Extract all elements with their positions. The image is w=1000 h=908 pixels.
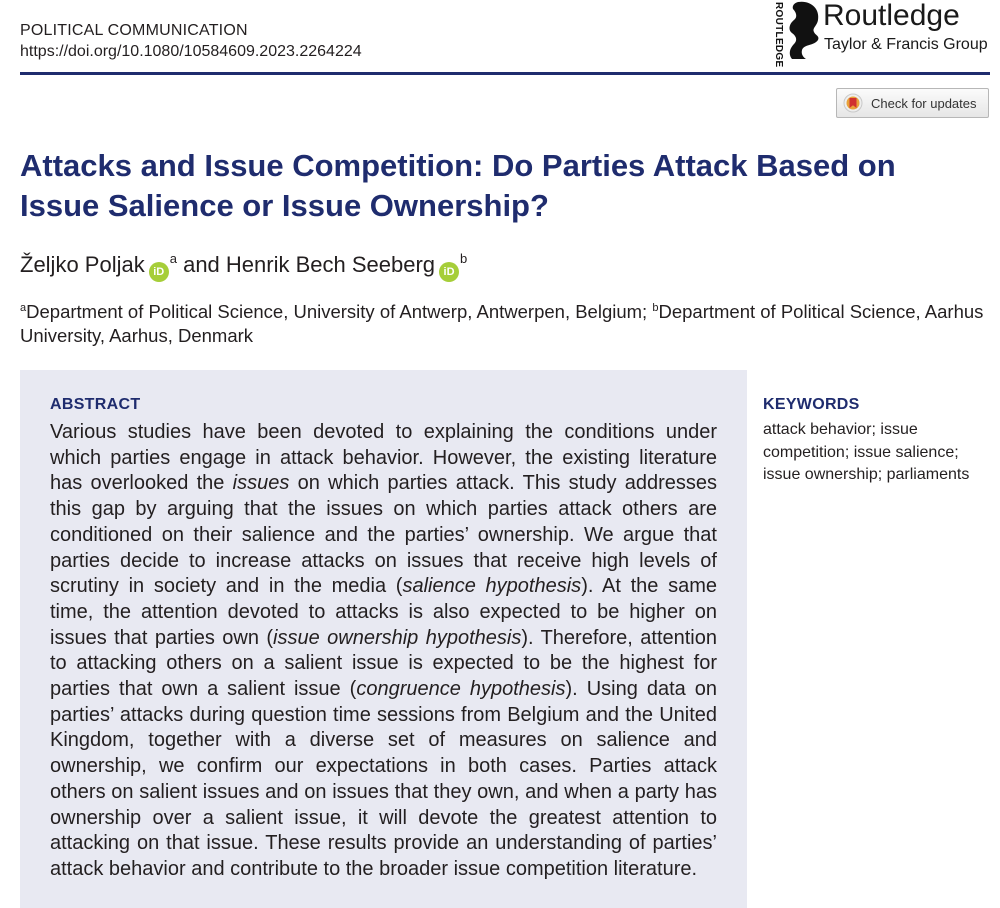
- check-for-updates-button[interactable]: [836, 88, 989, 118]
- author-name[interactable]: Henrik Bech Seeberg: [225, 252, 436, 277]
- affiliation-mark: a: [169, 251, 177, 266]
- publisher-name: Routledge: [823, 0, 960, 32]
- header-divider: [20, 72, 990, 75]
- author-list: [20, 244, 467, 282]
- abstract-heading: ABSTRACT: [50, 396, 141, 413]
- author-name[interactable]: Željko Poljak: [20, 252, 145, 277]
- publisher-logo[interactable]: [770, 0, 995, 68]
- journal-name: POLITICAL COMMUNICATION: [20, 22, 248, 39]
- author-joiner: and: [183, 252, 220, 277]
- journal-header: [20, 20, 362, 62]
- check-for-updates-icon: [843, 93, 863, 113]
- affiliation-mark: b: [652, 302, 659, 314]
- routledge-head-icon: [784, 0, 824, 60]
- article-title: Attacks and Issue Competition: Do Parties Attack Based on Issue Salience or Issue Ownership?: [20, 148, 896, 223]
- affiliation-text: Department of Political Science, Aarhus University, Aarhus, Denmark: [20, 301, 984, 346]
- keywords-list: attack behavior; issue competition; issue salience; issue ownership; parliaments: [763, 421, 970, 483]
- publisher-group: Taylor & Francis Group: [824, 36, 988, 53]
- orcid-icon[interactable]: iD: [439, 262, 459, 282]
- abstract-body: Various studies have been devoted to explaining the conditions under which parties engage in attack behavior. However, the existing literature has overlooked the issues on which parties attack. This study addresses this gap by arguing that the issues on which parties attack others are conditioned on their salience and the parties’ ownership. We argue that parties decide to increase attacks on issues that receive high levels of scrutiny in society and in the media (salience hypothesis). At the same time, the attention devoted to attacks is also expected to be higher on issues that parties own (issue ownership hypothesis). Therefore, attention to attacking others on a salient issue is expected to be the highest for parties that own a salient issue (congruence hypothesis). Using data on parties’ attacks during question time sessions from Belgium and the United Kingdom, together with a diverse set of measures on salience and ownership, we confirm our expectations in both cases. Parties attack others on salient issues and on issues that they own, and when a party has ownership over a salient issue, it will devote the greatest attention to attacking on that issue. These results provide an understanding of parties’ attack behavior and contribute to the broader issue competition literature.: [50, 421, 717, 880]
- doi-link[interactable]: https://doi.org/10.1080/10584609.2023.2264224: [20, 43, 362, 60]
- check-for-updates-label: Check for updates: [871, 95, 977, 111]
- keywords-heading: KEYWORDS: [763, 396, 860, 413]
- affiliations: [20, 296, 995, 348]
- affiliation-mark: a: [20, 302, 27, 314]
- affiliation-text: Department of Political Science, University of Antwerp, Antwerpen, Belgium;: [26, 301, 648, 322]
- orcid-icon[interactable]: iD: [149, 262, 169, 282]
- publisher-vertical-label: ROUTLEDGE: [773, 2, 784, 68]
- affiliation-mark: b: [460, 251, 468, 266]
